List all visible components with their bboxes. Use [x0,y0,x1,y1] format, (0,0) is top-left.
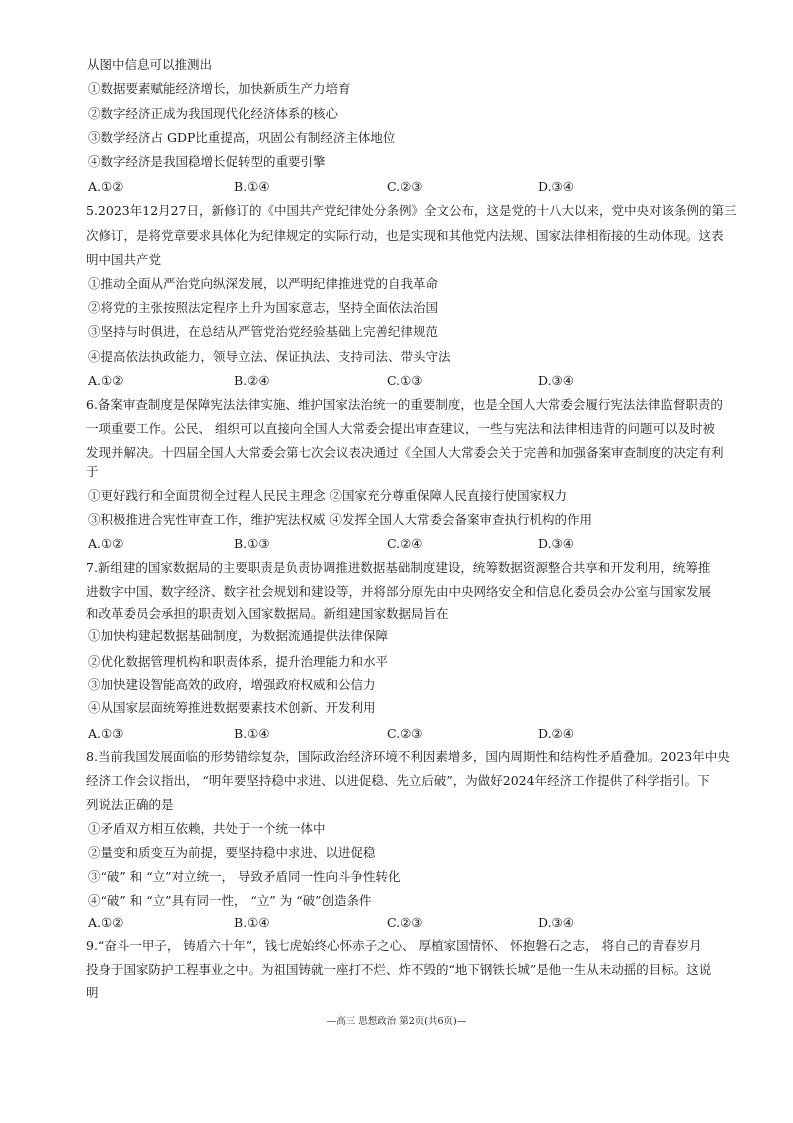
answer-choice: C.②③ [387,915,423,930]
answer-choice: A.①② [88,536,124,551]
option-statement: ①矛盾双方相互依赖，共处于一个统一体中 [88,821,326,836]
answer-choice: D.③④ [538,536,574,551]
option-statement: ②将党的主张按照法定程序上升为国家意志，坚持全面依法治国 [88,300,439,315]
option-statement: ①数据要素赋能经济增长，加快新质生产力培育 [88,81,351,96]
answer-choice: B.①④ [234,726,270,741]
answer-choice: B.①④ [234,915,270,930]
answer-choices [88,914,728,932]
option-statement: ④数字经济是我国稳增长促转型的重要引擎 [88,154,326,169]
option-statement: ②量变和质变互为前提，要坚持稳中求进、以进促稳 [88,845,376,860]
option-statement: ①推动全面从严治党向纵深发展，以严明纪律推进党的自我革命 [88,276,439,291]
option-statement: ③积极推进合宪性审查工作，维护宪法权威 ④发挥全国人大常委会备案审查执行机构的作用 [88,512,592,527]
question-text-line: 9.“奋斗一甲子， 铸盾六十年”，钱七虎始终心怀赤子之心、 厚植家国情怀、 怀抱磐石之志， 将自己的青春岁月 [86,938,702,953]
answer-choice: D.③④ [538,915,574,930]
answer-choice: A.①③ [88,726,124,741]
option-statement: ③加快建设智能高效的政府，增强政府权威和公信力 [88,677,376,692]
answer-choices [88,725,728,743]
option-statement: ②优化数据管理机构和职责体系，提升治理能力和水平 [88,654,389,669]
answer-choice: D.③④ [538,179,574,194]
answer-choice: B.②④ [234,373,270,388]
question-text-line: 列说法正确的是 [86,797,174,812]
question-text-line: 8.当前我国发展面临的形势错综复杂，国际政治经济环境不利因素增多，国内周期性和结构性矛盾叠加。2023年中央 [86,749,730,764]
answer-choices [88,535,728,553]
answer-choice: C.②③ [387,179,423,194]
option-statement: ③坚持与时俱进，在总结从严管党治党经验基础上完善纪律规范 [88,324,439,339]
option-statement: ③“破” 和 “立”对立统一， 导致矛盾同一性向斗争性转化 [88,869,401,884]
question-text-line: 投身于国家防护工程事业之中。为祖国铸就一座打不烂、炸不毁的“地下钢铁长城”是他一生从未动摇的目标。这说 [86,962,712,977]
option-statement: ④从国家层面统筹推进数据要素技术创新、开发利用 [88,700,376,715]
question-text-line: 从图中信息可以推测出 [87,57,213,72]
question-text-line: 一项重要工作。公民、 组织可以直接向全国人大常委会提出审查建议，一些与宪法和法律相违背的问题可以及时被 [86,421,715,436]
question-text-line: 发现并解决。十四届全国人大常委会第七次会议表决通过《全国人大常委会关于完善和加强备案审查制度的决定有利 [86,445,724,460]
option-statement: ①更好践行和全面贯彻全过程人民民主理念 ②国家充分尊重保障人民直接行使国家权力 [88,488,567,503]
answer-choices [88,372,728,390]
answer-choice: C.②③ [387,726,423,741]
option-statement: ②数字经济正成为我国现代化经济体系的核心 [88,106,339,121]
option-statement: ①加快构建起数据基础制度，为数据流通提供法律保障 [88,628,389,643]
question-text-line: 经济工作会议指出， “明年要坚持稳中求进、以进促稳、先立后破”，为做好2024年经济工作提供了科学指引。下 [86,773,710,788]
answer-choice: B.①④ [234,179,270,194]
question-text-line: 明中国共产党 [86,252,162,267]
answer-choice: D.②④ [538,726,574,741]
answer-choices [88,178,728,196]
option-statement: ③数学经济占 GDP比重提高，巩固公有制经济主体地位 [88,130,396,145]
answer-choice: A.①② [88,915,124,930]
question-text-line: 次修订，是将党章要求具体化为纪律规定的实际行动，也是实现和其他党内法规、国家法律相衔接的生动体现。这表 [86,228,724,243]
answer-choice: B.①③ [234,536,270,551]
answer-choice: C.①③ [387,373,423,388]
answer-choice: C.②④ [387,536,423,551]
question-text-line: 进数字中国、数字经济、数字社会规划和建设等，并将部分原先由中央网络安全和信息化委员会办公室与国家发展 [86,584,712,599]
question-text-line: 和改革委员会承担的职责划入国家数据局。新组建国家数据局旨在 [86,606,449,621]
question-text-line: 7.新组建的国家数据局的主要职责是负责协调推进数据基础制度建设，统筹数据资源整合共享和开发利用，统筹推 [86,560,711,575]
question-text-line: 明 [86,985,99,1000]
answer-choice: A.①② [88,373,124,388]
option-statement: ④“破” 和 “立”具有同一性， “立” 为 “破”创造条件 [88,893,372,908]
option-statement: ④提高依法执政能力，领导立法、保证执法、支持司法、带头守法 [88,349,451,364]
answer-choice: D.③④ [538,373,574,388]
page-footer: —高三 思想政治 第2页(共6页)— [326,1016,467,1027]
question-text-line: 于 [86,464,99,479]
answer-choice: A.①② [88,179,124,194]
question-text-line: 5.2023年12月27日，新修订的《中国共产党纪律处分条例》全文公布，这是党的十八大以来，党中央对该条例的第三 [86,203,737,218]
question-text-line: 6.备案审查制度是保障宪法法律实施、维护国家法治统一的重要制度，也是全国人大常委会履行宪法法律监督职责的 [86,397,723,412]
